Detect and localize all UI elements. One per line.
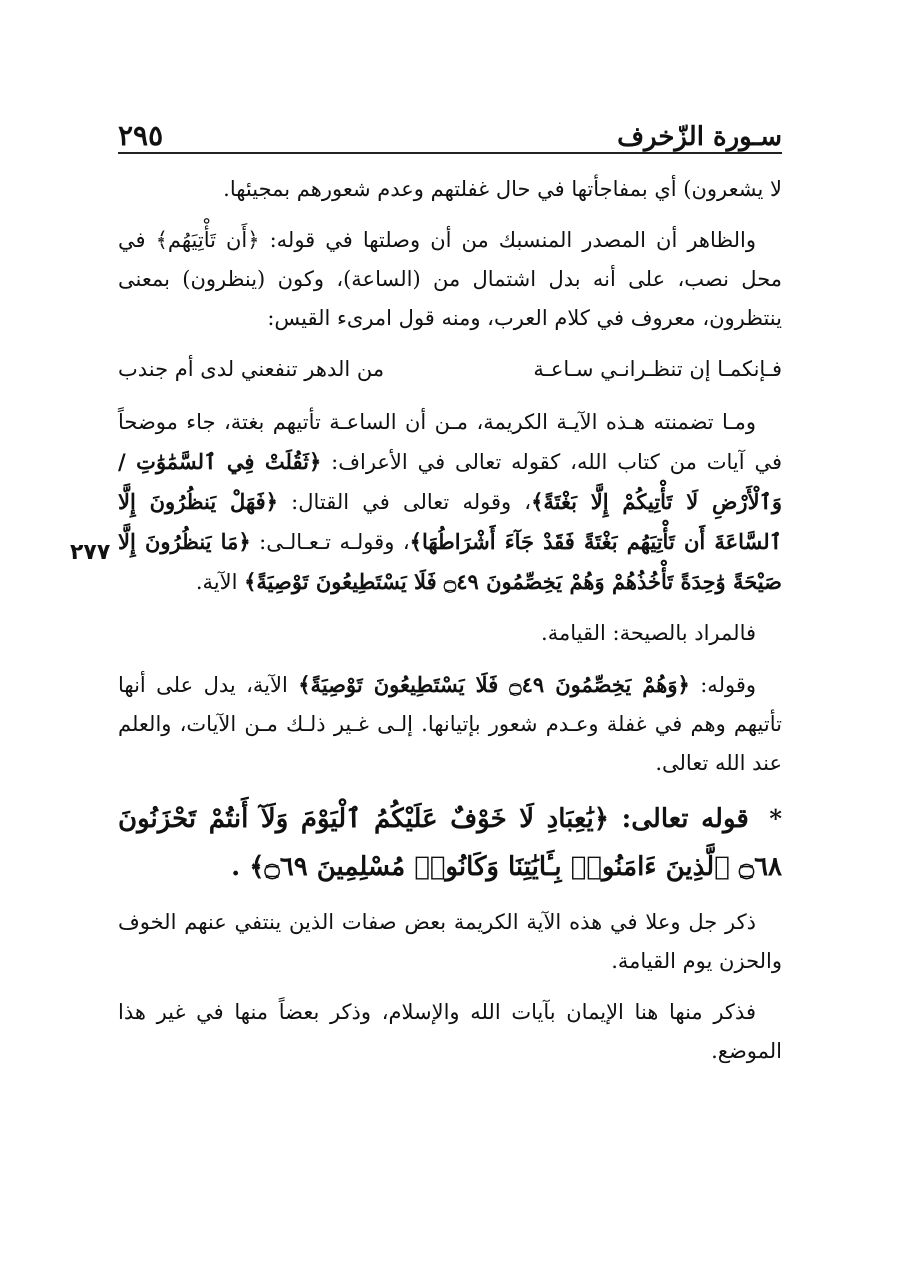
surah-title: سـورة الزّخرف	[617, 122, 782, 152]
paragraph-3-end: الآية.	[195, 570, 238, 594]
paragraph-5-intro: وقوله:	[700, 673, 756, 697]
paragraph-7: فذكر منها هنا الإيمان بآيات الله والإسلام، وذكر بعضاً منها في غير هذا الموضع.	[118, 1000, 782, 1063]
margin-note: ٢٧٧	[70, 540, 111, 565]
quran-quote-yasin-2: ﴿وَهُمْ يَخِصِّمُونَ ۝٤٩ فَلَا يَسْتَطِيعُونَ تَوْصِيَةً﴾	[298, 672, 690, 697]
paragraph-1: لا يشعرون) أي بمفاجأتها في حال غفلتهم وعدم شعورهم بمجيئها.	[223, 177, 782, 201]
header-rule	[118, 152, 782, 154]
star-marker: *	[769, 804, 782, 833]
paragraph-3-connector-1: ، وقوله تعالى في القتال:	[291, 490, 532, 514]
paragraph-5	[118, 665, 782, 783]
paragraph-3-connector-2: ، وقولـه تـعـالـى:	[259, 530, 410, 554]
page-body	[118, 170, 782, 1083]
paragraph-6: ذكر جل وعلا في هذه الآية الكريمة بعض صفات الذين ينتفي عنهم الخوف والحزن يوم القيامة.	[118, 910, 782, 973]
paragraph-4: فالمراد بالصيحة: القيامة.	[541, 621, 756, 645]
heading-label: قوله تعالى:	[621, 804, 749, 834]
verse-first-hemistich: فـإنكمـا إن تنظـرانـي سـاعـة	[533, 357, 782, 381]
page-number: ٢٩٥	[118, 119, 164, 152]
paragraph-5-rest: الآية، يدل على أنها تأتيهم وهم في غفلة وعـدم شعور بإتيانها. إلـى غـير ذلـك مـن الآيات، والعلم عند الله تعالى.	[118, 673, 782, 775]
poetry-verse	[118, 350, 782, 389]
quran-quote-araf: ﴿ثَقُلَتْ فِي ٱلسَّمَٰوَٰتِ / وَٱلْأَرْضِ لَا تَأْتِيكُمْ إِلَّا بَغْتَةً﴾	[118, 449, 782, 514]
paragraph-2: والظاهر أن المصدر المنسبك من أن وصلتها في قوله: ﴿أَن تَأْتِيَهُم﴾ في محل نصب، على أنه بدل اشتمال من (الساعة)، وكون (ينظرون) بمعنى ينتظرون، معروف في كلام العرب، ومنه قول امرىء القيس:	[118, 228, 782, 330]
quran-quote-qital: ﴿فَهَلْ يَنظُرُونَ إِلَّا ٱلسَّاعَةَ أَن تَأْتِيَهُم بَغْتَةً فَقَدْ جَآءَ أَشْرَاطُهَا﴾	[118, 489, 782, 554]
section-heading	[118, 795, 782, 891]
page-header	[118, 112, 782, 152]
heading-verse: ﴿يَٰعِبَادِ لَا خَوْفٌ عَلَيْكُمُ ٱلْيَوْمَ وَلَآ أَنتُمْ تَحْزَنُونَ ۝٦٨ ٱلَّذِينَ ءَامَنُوا۟ بِـَٔايَٰتِنَا وَكَانُوا۟ مُسْلِمِينَ ۝٦٩﴾	[118, 804, 782, 882]
paragraph-3	[118, 403, 782, 602]
verse-second-hemistich: من الدهر تنفعني لدى أم جندب	[118, 357, 385, 381]
paragraph-3-intro: ومـا تضمنته هـذه الآيـة الكريمة، مـن أن الساعـة تأتيهم بغتة، جاء موضحاً في آيات من كتاب الله، كقوله تعالى في الأعراف:	[118, 410, 782, 474]
heading-end: .	[231, 852, 241, 882]
quran-quote-yasin: ﴿مَا يَنظُرُونَ إِلَّا صَيْحَةً وَٰحِدَةً تَأْخُذُهُمْ وَهُمْ يَخِصِّمُونَ ۝٤٩ فَلَا يَسْتَطِيعُونَ تَوْصِيَةً﴾	[118, 529, 782, 594]
